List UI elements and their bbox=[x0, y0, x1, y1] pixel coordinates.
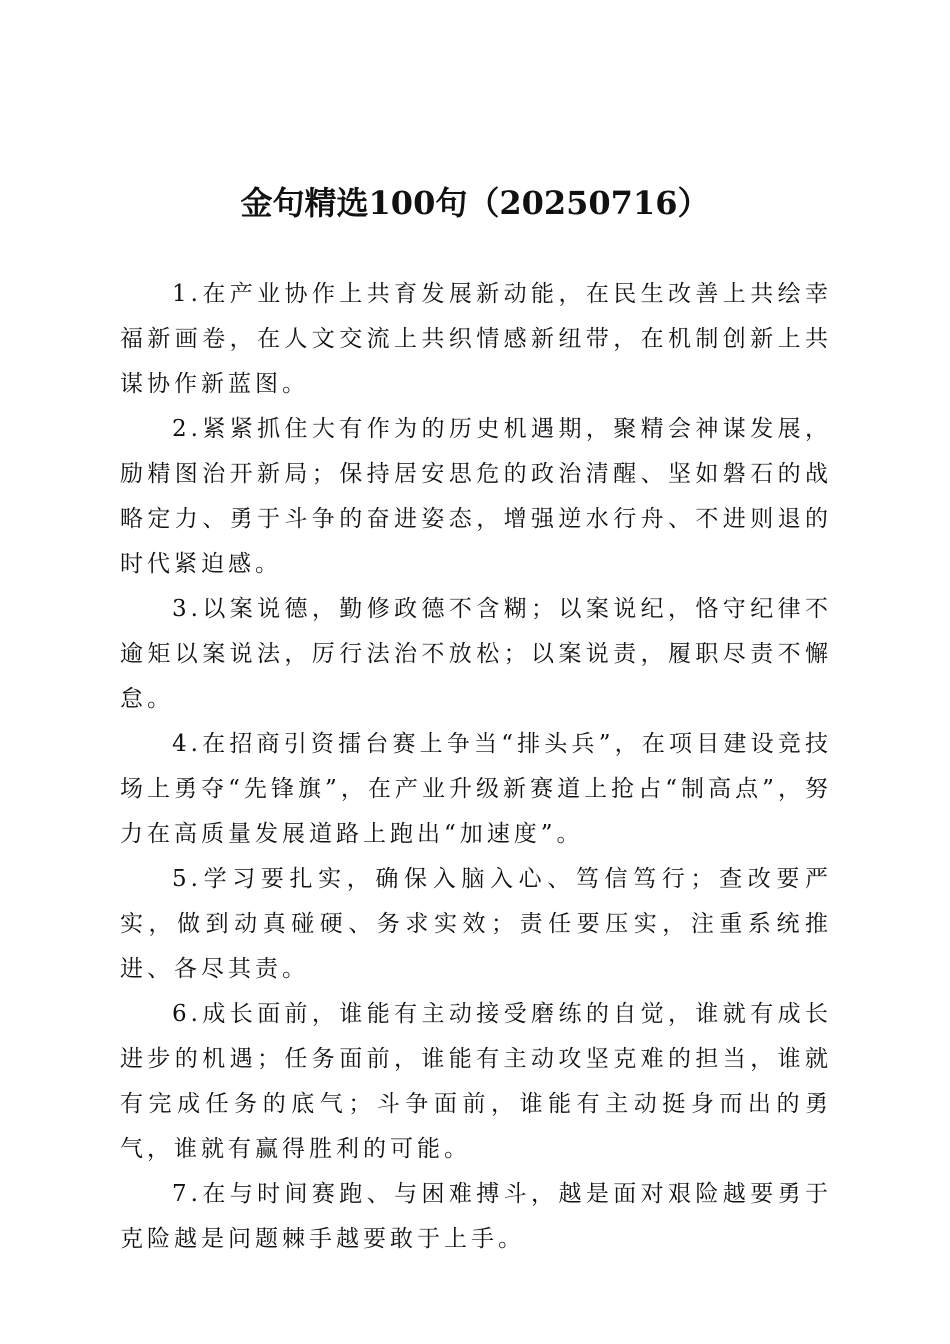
paragraph-7: 7.在与时间赛跑、与困难搏斗，越是面对艰险越要勇于克险越是问题棘手越要敢于上手。 bbox=[120, 1181, 832, 1252]
paragraph-4: 4.在招商引资擂台赛上争当“排头兵”，在项目建设竞技场上勇夺“先锋旗”，在产业升级新赛道上抢占“制高点”，努力在高质量发展道路上跑出“加速度”。 bbox=[120, 731, 832, 847]
paragraph-2: 2.紧紧抓住大有作为的历史机遇期，聚精会神谋发展，励精图治开新局；保持居安思危的政治清醒、坚如磐石的战略定力、勇于斗争的奋进姿态，增强逆水行舟、不进则退的时代紧迫感。 bbox=[120, 416, 832, 577]
paragraph-6: 6.成长面前，谁能有主动接受磨练的自觉，谁就有成长进步的机遇；任务面前，谁能有主动攻坚克难的担当，谁就有完成任务的底气；斗争面前，谁能有主动挺身而出的勇气，谁就有赢得胜利的可能。 bbox=[120, 1001, 832, 1162]
document-title: 金句精选100句（20250716） bbox=[240, 184, 710, 222]
paragraph-1: 1.在产业协作上共育发展新动能，在民生改善上共绘幸福新画卷，在人文交流上共织情感新纽带，在机制创新上共谋协作新蓝图。 bbox=[120, 281, 832, 397]
paragraph-5: 5.学习要扎实，确保入脑入心、笃信笃行；查改要严实，做到动真碰硬、务求实效；责任要压实，注重系统推进、各尽其责。 bbox=[120, 866, 832, 982]
document-body bbox=[120, 272, 832, 1262]
paragraph-3: 3.以案说德，勤修政德不含糊；以案说纪，恪守纪律不逾矩以案说法，厉行法治不放松；以案说责，履职尽责不懈怠。 bbox=[120, 596, 832, 712]
